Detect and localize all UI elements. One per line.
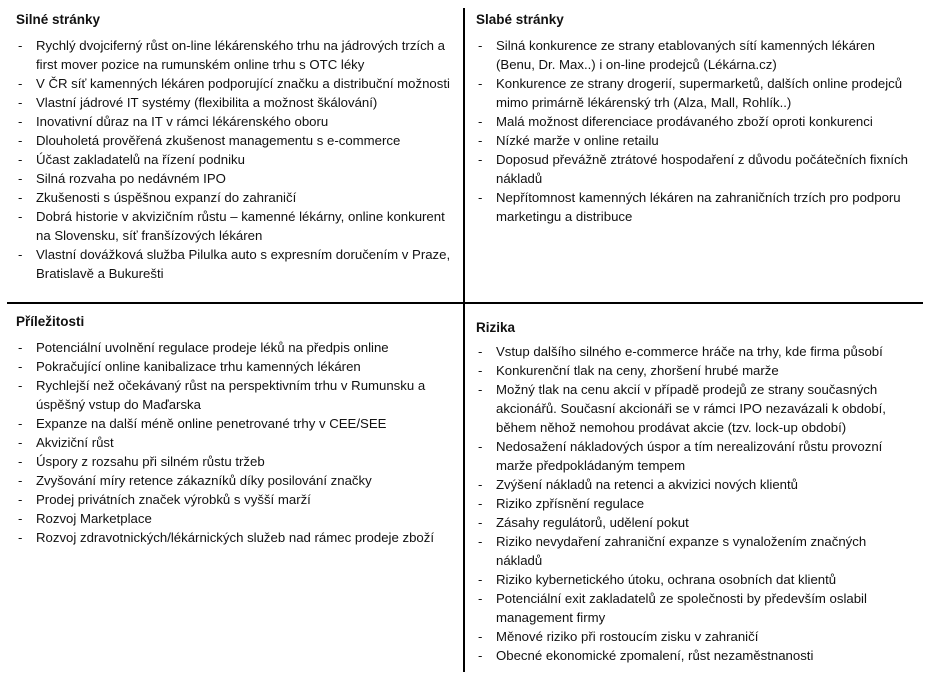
list-item: - Potenciální exit zakladatelů ze společnosti by především oslabil management firmy (476, 589, 916, 627)
list-item: - Riziko zpřísnění regulace (476, 494, 916, 513)
list-item: - Riziko kybernetického útoku, ochrana osobních dat klientů (476, 570, 916, 589)
list-item: - Malá možnost diferenciace prodávaného zboží oproti konkurenci (476, 112, 916, 131)
threats-quadrant (476, 320, 916, 665)
list-item: - Inovativní důraz na IT v rámci lékárenského oboru (16, 112, 458, 131)
list-item: - Silná rozvaha po nedávném IPO (16, 169, 458, 188)
list-item: - Silná konkurence ze strany etablovaných sítí kamenných lékáren (Benu, Dr. Max..) i on-line prodejců (Lékárna.cz) (476, 36, 916, 74)
list-item: - V ČR síť kamenných lékáren podporující značku a distribuční možnosti (16, 74, 458, 93)
list-item: - Dlouholetá prověřená zkušenost managementu s e-commerce (16, 131, 458, 150)
list-item: - Vstup dalšího silného e-commerce hráče na trhy, kde firma působí (476, 342, 916, 361)
threats-list (476, 342, 916, 665)
list-item: - Nepřítomnost kamenných lékáren na zahraničních trzích pro podporu marketingu a distribuce (476, 188, 916, 226)
weaknesses-quadrant (476, 12, 916, 226)
list-item: - Rychlý dvojciferný růst on-line lékárenského trhu na jádrových trzích a first mover pozice na rumunském online trhu s OTC léky (16, 36, 458, 74)
list-item: - Obecné ekonomické zpomalení, růst nezaměstnanosti (476, 646, 916, 665)
list-item: - Měnové riziko při rostoucím zisku v zahraničí (476, 627, 916, 646)
list-item: - Dobrá historie v akvizičním růstu – kamenné lékárny, online konkurent na Slovensku, síť franšízových lékáren (16, 207, 458, 245)
weaknesses-list (476, 36, 916, 226)
list-item: - Doposud převážně ztrátové hospodaření z důvodu počátečních fixních nákladů (476, 150, 916, 188)
list-item: - Zkušenosti s úspěšnou expanzí do zahraničí (16, 188, 458, 207)
list-item: - Expanze na další méně online penetrované trhy v CEE/SEE (16, 414, 458, 433)
list-item: - Účast zakladatelů na řízení podniku (16, 150, 458, 169)
strengths-quadrant (16, 12, 458, 283)
opportunities-title: Příležitosti (16, 314, 85, 329)
opportunities-quadrant (16, 314, 458, 547)
list-item: - Vlastní dovážková služba Pilulka auto s expresním doručením v Praze, Bratislavě a Bukurešti (16, 245, 458, 283)
list-item: - Úspory z rozsahu při silném růstu tržeb (16, 452, 458, 471)
list-item: - Rozvoj Marketplace (16, 509, 458, 528)
weaknesses-title: Slabé stránky (476, 12, 564, 27)
horizontal-divider (7, 302, 923, 304)
list-item: - Nedosažení nákladových úspor a tím nerealizování růstu provozní marže předpokládaným tempem (476, 437, 916, 475)
vertical-divider (463, 8, 465, 672)
list-item: - Zásahy regulátorů, udělení pokut (476, 513, 916, 532)
list-item: - Vlastní jádrové IT systémy (flexibilita a možnost škálování) (16, 93, 458, 112)
list-item: - Konkurenční tlak na ceny, zhoršení hrubé marže (476, 361, 916, 380)
strengths-list (16, 36, 458, 283)
list-item: - Pokračující online kanibalizace trhu kamenných lékáren (16, 357, 458, 376)
list-item: - Konkurence ze strany drogerií, supermarketů, dalších online prodejců mimo primárně lékárenský trh (Alza, Mall, Rohlík..) (476, 74, 916, 112)
list-item: - Prodej privátních značek výrobků s vyšší marží (16, 490, 458, 509)
list-item: - Nízké marže v online retailu (476, 131, 916, 150)
opportunities-list (16, 338, 458, 547)
list-item: - Zvýšení nákladů na retenci a akvizici nových klientů (476, 475, 916, 494)
list-item: - Rozvoj zdravotnických/lékárnických služeb nad rámec prodeje zboží (16, 528, 458, 547)
list-item: - Akviziční růst (16, 433, 458, 452)
list-item: - Možný tlak na cenu akcií v případě prodejů ze strany současných akcionářů. Současní akcionáři se v rámci IPO nezavázali k období, během něhož nemohou prodávat akcie (tzv. lock-up období) (476, 380, 916, 437)
list-item: - Zvyšování míry retence zákazníků díky posilování značky (16, 471, 458, 490)
strengths-title: Silné stránky (16, 12, 101, 27)
list-item: - Riziko nevydaření zahraniční expanze s vynaložením značných nákladů (476, 532, 916, 570)
threats-title: Rizika (476, 320, 516, 335)
list-item: - Rychlejší než očekávaný růst na perspektivním trhu v Rumunsku a úspěšný vstup do Maďarska (16, 376, 458, 414)
list-item: - Potenciální uvolnění regulace prodeje léků na předpis online (16, 338, 458, 357)
